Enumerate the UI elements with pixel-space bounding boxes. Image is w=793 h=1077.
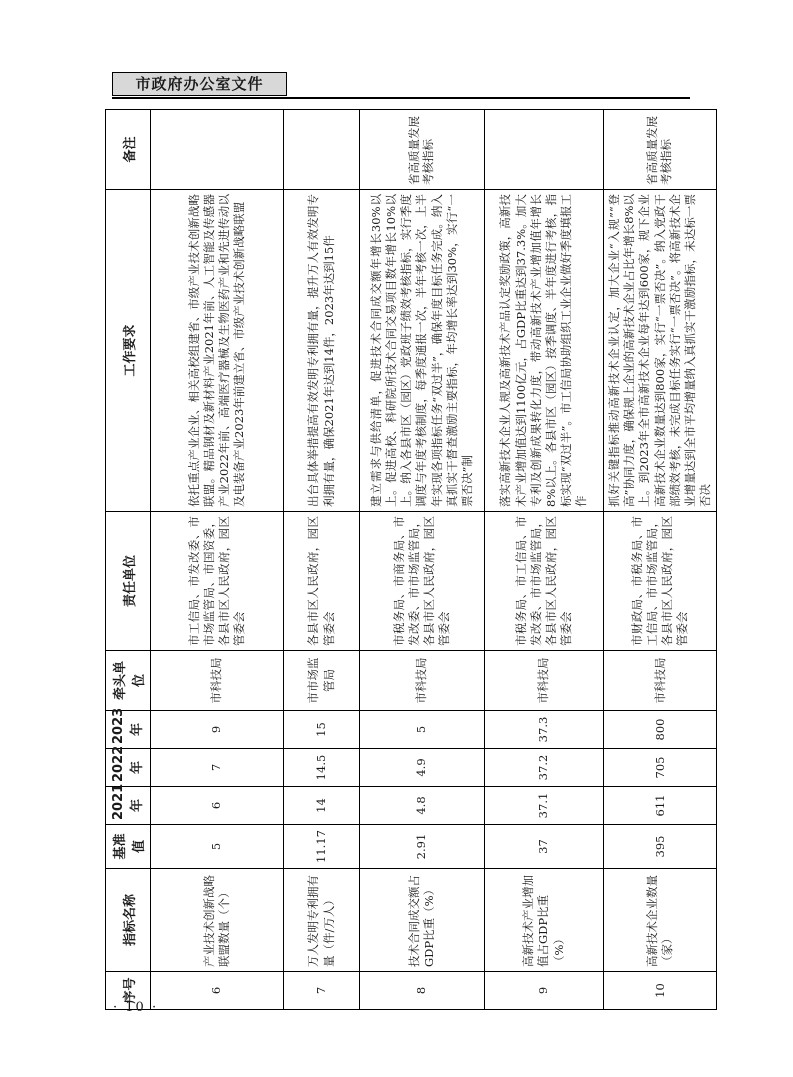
cell-req: 落实高新技术企业人规及高新技术产品认定奖励政策，高新技术产业增加值达到1100亿元，占GDP比重达到37.3%。加大专利及创新成果转化力度，带动高新技术产业增加值年增长8%以上。各县市区（园区）按季调度、半年度进行考核，指标实现“双过半”。市工信局协助组织工业企业做好季度填报工作 — [485, 190, 604, 512]
header-divider — [112, 97, 690, 99]
cell-resp: 市财政局、市税务局、市工信局、市市场监管局，各县市区人民政府，园区管委会 — [604, 512, 717, 651]
table-row — [485, 110, 604, 1010]
cell-no: 10 — [604, 972, 717, 1010]
indicator-table — [105, 109, 717, 1010]
header-cell: 指标名称 — [106, 869, 151, 972]
cell-base: 2.91 — [360, 825, 485, 869]
header-cell: 序号 — [106, 972, 151, 1010]
cell-note: 省高质量发展考核指标 — [604, 110, 717, 190]
cell-2022: 37.2 — [485, 749, 604, 787]
table-row — [360, 110, 485, 1010]
cell-note — [151, 110, 284, 190]
rotated-table-container — [105, 110, 713, 1010]
cell-resp: 市税务局、市商务局、市发改委、市市场监管局，各县市区人民政府，园区管委会 — [360, 512, 485, 651]
cell-note: 省高质量发展考核指标 — [360, 110, 485, 190]
cell-base: 395 — [604, 825, 717, 869]
cell-no: 8 — [360, 972, 485, 1010]
cell-name: 产业技术创新战略联盟数量（个） — [151, 869, 284, 972]
cell-req: 抓好关键指标推动高新技术企业认定，加大企业“入规”“登高”协同力度，确保规上企业的高新技术企业占比年增长8%以上。到2023年全市高新技术企业每年达到600家，规下企业高新技术企业数量达到800家，实行“一票否决”。纳入党政干部绩效考核，未完成目标任务实行“一票否决”。将高新技术企业增量达到全市平均增量纳入真抓实干激励指标，未达标一票否决 — [604, 190, 717, 512]
cell-name: 技术合同成交额占GDP比重（%） — [360, 869, 485, 972]
cell-base: 5 — [151, 825, 284, 869]
cell-req: 出台具体举措提高有效发明专利拥有量，提升万人有效发明专利拥有量，确保2021年达到14件，2023年达到15件 — [284, 190, 360, 512]
cell-no: 7 — [284, 972, 360, 1010]
header-cell: 工作要求 — [106, 190, 151, 512]
document-header-title: 市政府办公室文件 — [112, 72, 287, 96]
header-cell: 备注 — [106, 110, 151, 190]
cell-no: 6 — [151, 972, 284, 1010]
cell-2021: 611 — [604, 787, 717, 825]
header-cell: 基准值 — [106, 825, 151, 869]
table-header-row — [106, 110, 151, 1010]
header-cell: 2021年 — [106, 787, 151, 825]
cell-note — [485, 110, 604, 190]
cell-2022: 4.9 — [360, 749, 485, 787]
cell-2021: 14 — [284, 787, 360, 825]
cell-lead: 市科技局 — [604, 651, 717, 711]
table-row — [284, 110, 360, 1010]
cell-lead: 市科技局 — [360, 651, 485, 711]
header-cell: 牵头单位 — [106, 651, 151, 711]
cell-name: 万人发明专利拥有量（件/万人） — [284, 869, 360, 972]
cell-no: 9 — [485, 972, 604, 1010]
cell-name: 高新技术企业数量（家） — [604, 869, 717, 972]
header-cell: 2023年 — [106, 711, 151, 749]
cell-2022: 705 — [604, 749, 717, 787]
cell-resp: 各县市区人民政府，园区管委会 — [284, 512, 360, 651]
cell-req: 依托重点产业企业、相关高校组建省、市级产业技术创新战略联盟。精品钢材及新材料产业2021年前、人工智能及传感器产业2022年前、高端医疗器械及生物医药产业和先进传动以及电装备产业2023年前建立省、市级产业技术创新战略联盟 — [151, 190, 284, 512]
cell-2023: 15 — [284, 711, 360, 749]
cell-req: 建立需求与供给清单，促进技术合同成交额年增长30%以上。促进高校、科研院所技术合同交易项目数年增长10%以上。纳入各县市区（园区）党政班子绩效考核指标，实行季度调度与年度考核制度，每季度通报一次，半年考核一次，上半年实现各项指标任务“双过半”，确保年度目标任务完成。纳入真抓实干督查激励主要指标，年均增长率达到30%，实行“一票否决”制 — [360, 190, 485, 512]
page-number: · 10 · — [113, 1000, 159, 1015]
cell-2023: 5 — [360, 711, 485, 749]
header-cell: 2022年 — [106, 749, 151, 787]
cell-2021: 4.8 — [360, 787, 485, 825]
cell-base: 37 — [485, 825, 604, 869]
cell-2022: 7 — [151, 749, 284, 787]
cell-2023: 800 — [604, 711, 717, 749]
cell-lead: 市科技局 — [151, 651, 284, 711]
cell-2021: 37.1 — [485, 787, 604, 825]
cell-base: 11.17 — [284, 825, 360, 869]
header-cell: 责任单位 — [106, 512, 151, 651]
cell-2023: 37.3 — [485, 711, 604, 749]
cell-2023: 9 — [151, 711, 284, 749]
table-row — [604, 110, 717, 1010]
cell-2022: 14.5 — [284, 749, 360, 787]
cell-lead: 市科技局 — [485, 651, 604, 711]
cell-2021: 6 — [151, 787, 284, 825]
cell-resp: 市工信局、市发改委、市市场监管局、市国资委，各县市区人民政府，园区管委会 — [151, 512, 284, 651]
table-row — [151, 110, 284, 1010]
cell-resp: 市税务局、市工信局、市发改委、市市场监管局，各县市区人民政府，园区管委会 — [485, 512, 604, 651]
cell-note — [284, 110, 360, 190]
cell-lead: 市市场监管局 — [284, 651, 360, 711]
cell-name: 高新技术产业增加值占GDP比重（%） — [485, 869, 604, 972]
